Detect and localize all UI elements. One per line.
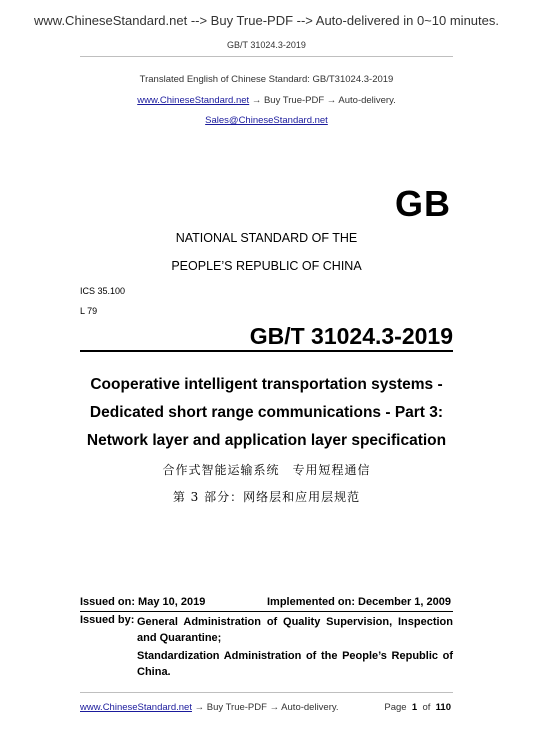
translated-line: Translated English of Chinese Standard: GB/T31024.3-2019 (139, 74, 394, 85)
chinese-title-line-2: 第 3 部分：网络层和应用层规范 (172, 490, 361, 504)
page-current: 1 (411, 702, 418, 713)
l-code: L 79 (80, 306, 98, 316)
issued-by-label: Issued by: (80, 614, 135, 626)
page-total: 110 (435, 702, 451, 713)
title-divider (80, 350, 453, 352)
gb-mark: GB (395, 183, 451, 224)
issuer-1: General Administration of Quality Supervision, Inspection and Quarantine; (137, 616, 453, 644)
issue-divider (80, 611, 453, 612)
ics-code: ICS 35.100 (80, 286, 126, 296)
delivery-text: → Buy True-PDF → Auto-delivery. (249, 95, 396, 106)
page-of: of (422, 702, 431, 713)
chinese-title-line-1: 合作式智能运输系统 专用短程通信 (162, 463, 371, 477)
email-link[interactable]: Sales@ChineseStandard.net (205, 115, 328, 126)
national-standard-line2: PEOPLE’S REPUBLIC OF CHINA (171, 259, 362, 273)
national-standard-line1: NATIONAL STANDARD OF THE (175, 231, 358, 245)
email-line (0, 115, 533, 126)
website-link[interactable]: www.ChineseStandard.net (137, 95, 250, 106)
issued-on: Issued on: May 10, 2019 (80, 596, 206, 608)
footer-divider (80, 692, 453, 693)
header-standard-number: GB/T 31024.3-2019 (227, 40, 306, 50)
title-line-2: Dedicated short range communications - Part 3: (89, 404, 444, 421)
footer-website-link[interactable]: www.ChineseStandard.net (80, 702, 192, 713)
footer-delivery (80, 702, 339, 713)
delivery-line (0, 95, 533, 106)
top-banner: www.ChineseStandard.net --> Buy True-PDF --> Auto-delivered in 0~10 minutes. (34, 13, 499, 28)
page-indicator (384, 702, 451, 713)
page-label: Page (384, 702, 407, 713)
header-divider (80, 56, 453, 57)
title-line-3: Network layer and application layer specification (86, 432, 447, 449)
standard-number: GB/T 31024.3-2019 (249, 323, 453, 349)
issuer-2: Standardization Administration of the People’s Republic of China. (137, 650, 453, 678)
footer-delivery-text: → Buy True-PDF → Auto-delivery. (191, 702, 339, 713)
title-line-1: Cooperative intelligent transportation systems - (90, 376, 443, 393)
implemented-on: Implemented on: December 1, 2009 (266, 596, 451, 608)
